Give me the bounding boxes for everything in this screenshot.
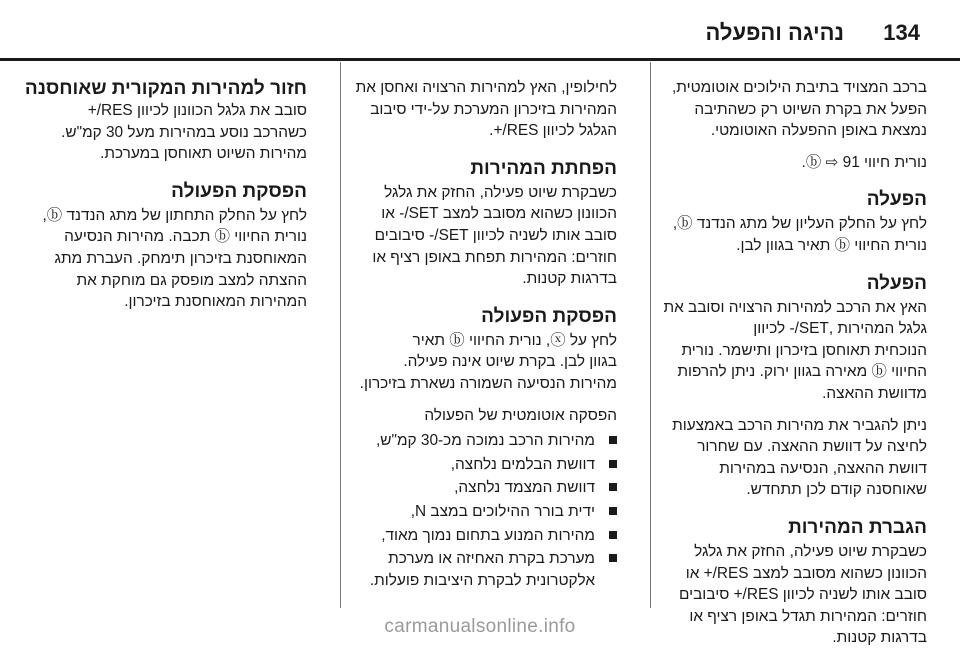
watermark: carmanualsonline.info [384, 616, 576, 637]
intro-paragraph: לחילופין, האץ למהירות הרצויה ואחסן את המהירות בזיכרון המערכת על-ידי סיבוב הגלגל לכיוון RES/+. [355, 79, 617, 140]
bullet-icon [609, 554, 617, 562]
section-heading-activate: הפעלה [866, 189, 927, 211]
bullet-icon [609, 507, 617, 515]
bullet-icon [609, 460, 617, 468]
auto-stop-list [327, 430, 617, 591]
page-header [0, 0, 960, 62]
list-item: דוושת הבלמים נלחצה, [327, 454, 617, 476]
list-item: דוושת המצמד נלחצה, [327, 477, 617, 499]
section-heading-stop: הפסקת הפעולה [481, 305, 617, 327]
section-text-deactivate: לחץ על החלק התחתון של מתג הנדנד ⓑ, נורית החיווי ⓑ תכבה. מהירות הנסיעה המאוחסנת בזיכרון תימחק. העברת מתג ההצתה למצב מופסק גם מוחקת את המהירות המאוחסנת בזיכרון. [42, 206, 307, 311]
list-item: מהירות הרכב נמוכה מכ-30 קמ"ש, [327, 430, 617, 452]
bullet-icon [609, 531, 617, 539]
section-text-increase-speed: כשבקרת שיוט פעילה, החזק את גלגל הכוונון כשהוא מסובב למצב RES/+ או סובב אותו לשניה לכיוון RES/+ סיבובים חוזרים: המהירות תגדל באופן רציף או בדרגות קטנות. [678, 542, 927, 647]
bullet-icon [609, 436, 617, 444]
page-number: 134 [883, 20, 920, 45]
column-left [17, 62, 307, 313]
reference-line: נורית חיווי ⓑ ⇨ 91. [801, 153, 927, 171]
section-heading-engage: הפעלה [866, 272, 927, 294]
intro-paragraph: ברכב המצויד בתיבת הילוכים אוטומטית, הפעל את בקרת השיוט רק כשהתיבה נמצאת באופן ההפעלה האוטומטי. [671, 79, 927, 140]
section-text-stop: לחץ על ⓧ, נורית החיווי ⓑ תאיר בגוון לבן. בקרת שיוט אינה פעילה. מהירות הנסיעה השמורה נשארת בזיכרון. [359, 331, 617, 392]
list-item: מהירות המנוע בתחום נמוך מאוד, [327, 525, 617, 547]
column-right [637, 62, 927, 649]
section-heading-deactivate: הפסקת הפעולה [171, 180, 307, 202]
section-text-activate: לחץ על החלק העליון של מתג הנדנד ⓑ, נורית החיווי ⓑ תאיר בגוון לבן. [672, 215, 927, 254]
bullet-icon [609, 483, 617, 491]
section-heading-decrease-speed: הפחתת המהירות [470, 157, 617, 179]
list-item: מערכת בקרת האחיזה או מערכת אלקטרונית לבקרת היציבות פועלות. [327, 548, 617, 591]
section-text-accelerate: ניתן להגביר את מהירות הרכב באמצעות לחיצה על דוושת ההאצה. עם שחרור דוושת ההאצה, הנסיעה במהירות שאוחסנה קודם לכן תתחדש. [672, 416, 927, 499]
section-text-decrease-speed: כשבקרת שיוט פעילה, החזק את גלגל הכוונון כשהוא מסובב למצב SET/- או סובב אותו לשניה לכיוון SET/- סיבובים חוזרים: המהירות תפחת באופן רציף או בדרגות קטנות. [372, 183, 617, 288]
page-title: נהיגה והפעלה [705, 20, 844, 45]
section-text-resume: סובב את גלגל הכוונון לכיוון RES/+ כשהרכב נוסע במהירות מעל 30 קמ"ש. מהירות השיוט תאוחסן במערכת. [61, 102, 307, 163]
list-item: ידית בורר ההילוכים במצב N, [327, 501, 617, 523]
column-middle [327, 62, 617, 593]
section-heading-resume: חזור למהירות המקורית שאוחסנה [24, 78, 307, 99]
header-rule [0, 58, 960, 61]
list-title: הפסקה אוטומטית של הפעולה [424, 406, 617, 424]
section-heading-increase-speed: הגברת המהירות [788, 516, 927, 538]
section-text-engage: האץ את הרכב למהירות הרצויה וסובב את גלגל המהירות ,SET/- לכיוון הנוכחית תאוחסן בזיכרון ותישמר. נורית החיווי ⓑ מאירה בגוון ירוק. ניתן להרפות מדוושת ההאצה. [663, 298, 927, 402]
